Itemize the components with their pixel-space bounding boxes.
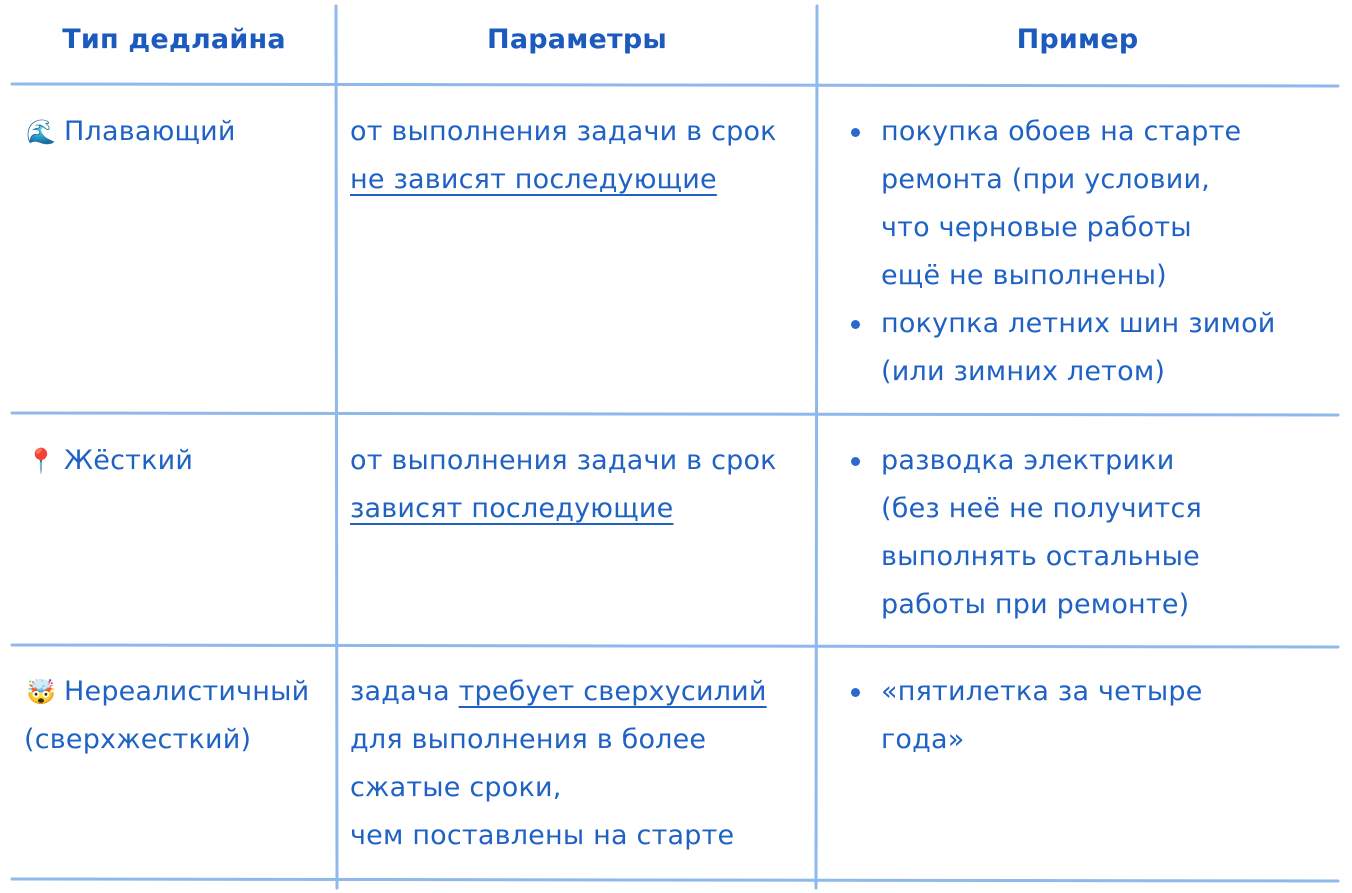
row-divider-1: [12, 413, 1338, 415]
parameters-underlined: зависят последующие: [350, 493, 674, 524]
deadline-type-floating: [24, 108, 329, 156]
parameters-line: [350, 485, 810, 533]
column-divider-1: [336, 6, 337, 888]
examples-floating: [849, 108, 1329, 396]
example-line: ремонта (при условии,: [881, 164, 1210, 195]
example-line: ещё не выполнены): [881, 260, 1167, 291]
deadline-type-label: [24, 437, 329, 485]
header-example: Пример: [1016, 24, 1139, 55]
example-item: [849, 300, 1329, 396]
deadline-type-text: Плавающий: [64, 116, 236, 147]
parameters-text: от выполнения задачи в срок: [350, 116, 777, 147]
parameters-line: для выполнения в более: [350, 724, 707, 755]
example-list: [849, 668, 1329, 764]
example-line: (без неё не получится: [881, 493, 1202, 524]
parameters-text: задача: [350, 676, 450, 707]
deadline-type-label: [24, 668, 329, 716]
parameters-floating: [350, 108, 810, 204]
deadline-type-label: [24, 716, 329, 764]
example-line: разводка электрики: [881, 445, 1175, 476]
parameters-line: чем поставлены на старте: [350, 820, 735, 851]
example-list: [849, 108, 1329, 396]
deadline-type-unrealistic: [24, 668, 329, 764]
example-line: выполнять остальные: [881, 541, 1200, 572]
wave-icon: 🌊: [25, 118, 57, 146]
parameters-text: от выполнения задачи в срок: [350, 445, 777, 476]
deadline-type-hard: [24, 437, 329, 485]
example-line: работы при ремонте): [881, 589, 1190, 620]
row-divider-2: [12, 645, 1338, 647]
pin-icon: 📍: [25, 447, 57, 475]
parameters-unrealistic: [350, 668, 810, 860]
example-line: что черновые работы: [881, 212, 1192, 243]
example-item: [849, 668, 1329, 764]
header-parameters: Параметры: [487, 24, 667, 55]
deadline-type-text: Жёсткий: [64, 445, 194, 476]
example-item: [849, 437, 1329, 629]
parameters-line: [350, 108, 810, 156]
examples-unrealistic: [849, 668, 1329, 764]
parameters-line: сжатые сроки,: [350, 772, 562, 803]
exploding-head-icon: 🤯: [25, 678, 57, 706]
example-line: (или зимних летом): [881, 356, 1166, 387]
parameters-hard: [350, 437, 810, 533]
column-divider-2: [816, 6, 817, 888]
bottom-border: [12, 879, 1338, 881]
header-divider: [12, 84, 1338, 86]
parameters-line: [350, 668, 810, 716]
example-line: покупка летних шин зимой: [881, 308, 1276, 339]
examples-hard: [849, 437, 1329, 629]
parameters-underlined: не зависят последующие: [350, 164, 717, 195]
deadline-type-text: Нереалистичный: [64, 676, 310, 707]
parameters-line: [350, 437, 810, 485]
example-line: покупка обоев на старте: [881, 116, 1242, 147]
parameters-line: [350, 156, 810, 204]
header-deadline-type: Тип дедлайна: [62, 24, 286, 55]
parameters-underlined: требует сверхусилий: [458, 676, 767, 707]
example-line: года»: [881, 724, 965, 755]
example-list: [849, 437, 1329, 629]
deadline-type-text: (сверхжесткий): [24, 724, 252, 755]
example-line: «пятилетка за четыре: [881, 676, 1203, 707]
example-item: [849, 108, 1329, 300]
deadline-type-label: [24, 108, 329, 156]
